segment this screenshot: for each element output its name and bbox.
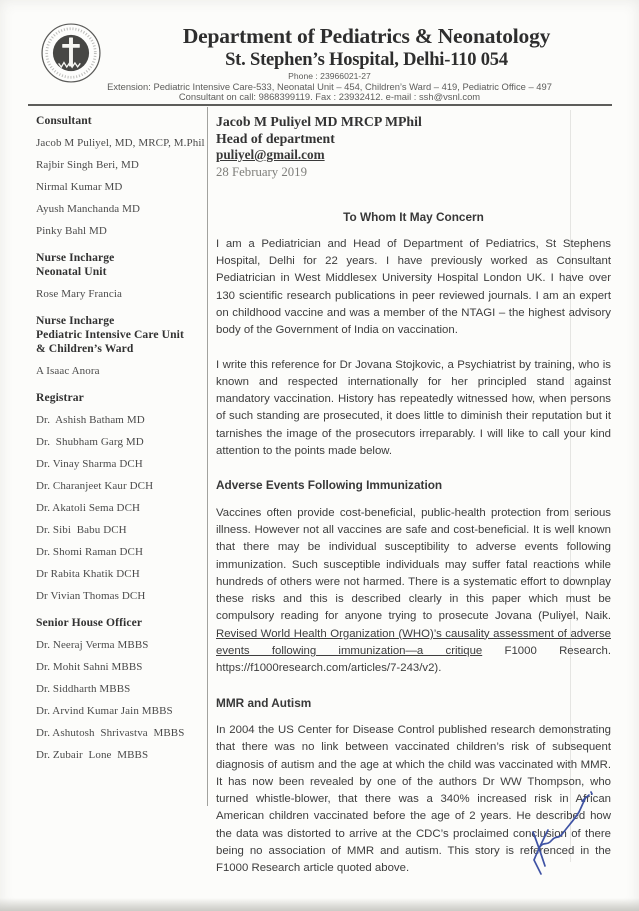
sidebar-heading: Consultant	[36, 114, 92, 127]
staff-name: Dr. Ashish Batham MD	[36, 414, 145, 426]
header-divider-rule	[28, 104, 612, 106]
phone-line: Phone : 23966021-27	[288, 71, 371, 81]
staff-name: Dr Rabita Khatik DCH	[36, 568, 140, 580]
staff-name: Pinky Bahl MD	[36, 225, 107, 237]
staff-name: Dr. Akatoli Sema DCH	[36, 502, 141, 514]
staff-group-nurse-picu	[36, 314, 208, 378]
letterhead-titles	[112, 24, 621, 71]
staff-name: Rajbir Singh Beri, MD	[36, 159, 139, 171]
signature-cross-stroke	[533, 830, 548, 874]
staff-name: Jacob M Puliyel, MD, MRCP, M.Phil	[36, 137, 205, 149]
sidebar-heading: Registrar	[36, 391, 84, 404]
sender-email: puliyel@gmail.com	[216, 147, 325, 162]
staff-name: Dr. Zubair Lone MBBS	[36, 749, 149, 761]
aefi-paragraph	[216, 505, 611, 678]
aefi-heading: Adverse Events Following Immunization	[216, 478, 443, 493]
sidebar-heading: Senior House Officer	[36, 616, 143, 629]
staff-name: Ayush Manchanda MD	[36, 203, 141, 215]
mmr-paragraph: In 2004 the US Center for Disease Control published research demonstrating that there was no link between vaccinated children’s risk of subsequent diagnosis of autism and the age at which the child was vaccinated with MMR. It has now been revealed by one of the authors Dr WW Thompson, who turned whistle-blower, that there was a 340% increased risk in African American children vaccinated before the age of 2 years. He described how the data was distorted to arrive at the CDC’s proclaimed conclusion of there being no association of MMR and autism. This story is referenced in the F1000 Research article quoted above.	[216, 723, 611, 875]
letterhead-contact	[26, 72, 633, 103]
letter-date: 28 February 2019	[216, 164, 307, 179]
staff-name: Rose Mary Francia	[36, 288, 123, 300]
staff-name: Dr. Charanjeet Kaur DCH	[36, 480, 154, 492]
staff-name: Dr. Sibi Babu DCH	[36, 524, 127, 536]
letter-body	[216, 114, 611, 895]
staff-name: Dr. Siddharth MBBS	[36, 683, 131, 695]
hospital-title: St. Stephen’s Hospital, Delhi-110 054	[225, 50, 508, 70]
staff-name: Nirmal Kumar MD	[36, 181, 123, 193]
staff-name: Dr. Arvind Kumar Jain MBBS	[36, 705, 173, 717]
mmr-heading: MMR and Autism	[216, 695, 312, 710]
staff-name: Dr. Vinay Sharma DCH	[36, 458, 143, 470]
staff-group-nurse-neonatal	[36, 251, 208, 301]
scan-bottom-edge	[0, 898, 639, 911]
sidebar-heading: Nurse Incharge	[36, 251, 115, 264]
intro-paragraph: I am a Pediatrician and Head of Department of Pediatrics, St Stephens Hospital, Delhi for 22 years. I have previously worked as Consultant Pediatrician in West Middlesex University Hospital London UK. I have over 130 scientific research publications in peer reviewed journals. I am an expert on childhood vaccine and was a member of the NTAGI – the highest advisory body of the Government of India on vaccination.	[216, 237, 611, 337]
aefi-text: Vaccines often provide cost-beneficial, public-health protection from serious illness. However not all vaccines are safe and cost-beneficial. It is well known that there may be individual susceptibility to adverse events following immunization. Such susceptible individuals may suffer fatal reactions while hundreds of others were not harmed. There is a systematic effort to downplay these risks and this is described clearly in this paper which must be compulsory reading for anyone trying to prosecute Jovana (Puliyel, Naik.	[216, 506, 611, 623]
extension-line: Extension: Pediatric Intensive Care-533, Neonatal Unit – 454, Children’s Ward – 419, Pediatric Office – 497	[107, 80, 552, 92]
salutation: To Whom It May Concern	[343, 209, 484, 224]
sidebar-heading: & Children’s Ward	[36, 342, 134, 355]
staff-name: Dr. Shomi Raman DCH	[36, 546, 144, 558]
staff-sidebar	[36, 114, 208, 762]
department-title: Department of Pediatrics & Neonatology	[182, 24, 551, 48]
oncall-line: Consultant on call: 9868399119. Fax : 23932412. e-mail : ssh@vsnl.com	[178, 91, 481, 102]
staff-name: Dr. Neeraj Verma MBBS	[36, 639, 149, 651]
staff-group-registrar	[36, 391, 208, 603]
sender-block	[216, 114, 611, 181]
signature-tick-stroke	[582, 792, 592, 801]
staff-name: Dr. Mohit Sahni MBBS	[36, 661, 143, 673]
sender-name: Jacob M Puliyel MD MRCP MPhil	[216, 114, 422, 129]
sidebar-heading: Nurse Incharge	[36, 314, 115, 327]
staff-group-consultant	[36, 114, 208, 238]
staff-name: Dr. Shubham Garg MD	[36, 436, 144, 448]
staff-group-senior-house-officer	[36, 616, 208, 762]
aefi-url: F1000 Research. https://f1000research.com/articles/7-243/v2).	[216, 645, 611, 675]
sidebar-heading: Neonatal Unit	[36, 265, 107, 278]
staff-name: Dr. Ashutosh Shrivastva MBBS	[36, 727, 185, 739]
signature	[519, 786, 601, 882]
staff-name: Dr Vivian Thomas DCH	[36, 590, 146, 602]
sender-title: Head of department	[216, 130, 335, 146]
staff-name: A Isaac Anora	[36, 365, 100, 377]
sidebar-heading: Pediatric Intensive Care Unit	[36, 328, 184, 341]
signature-flourish-stroke	[539, 799, 585, 848]
reference-paragraph: I write this reference for Dr Jovana Stojkovic, a Psychiatrist by training, who is known and respected internationally for her principled stand against mandatory vaccination. History has repeatedly witnessed how, when persons of such standing are prosecuted, it does little to diminish their reputation but it tarnishes the image of the prosecutors irreparably. I will like to call your kind attention to the points made below.	[216, 358, 611, 458]
aefi-citation-underlined: Revised World Health Organization (WHO)’s causality assessment of adverse events following immunization—a critique	[216, 627, 611, 658]
